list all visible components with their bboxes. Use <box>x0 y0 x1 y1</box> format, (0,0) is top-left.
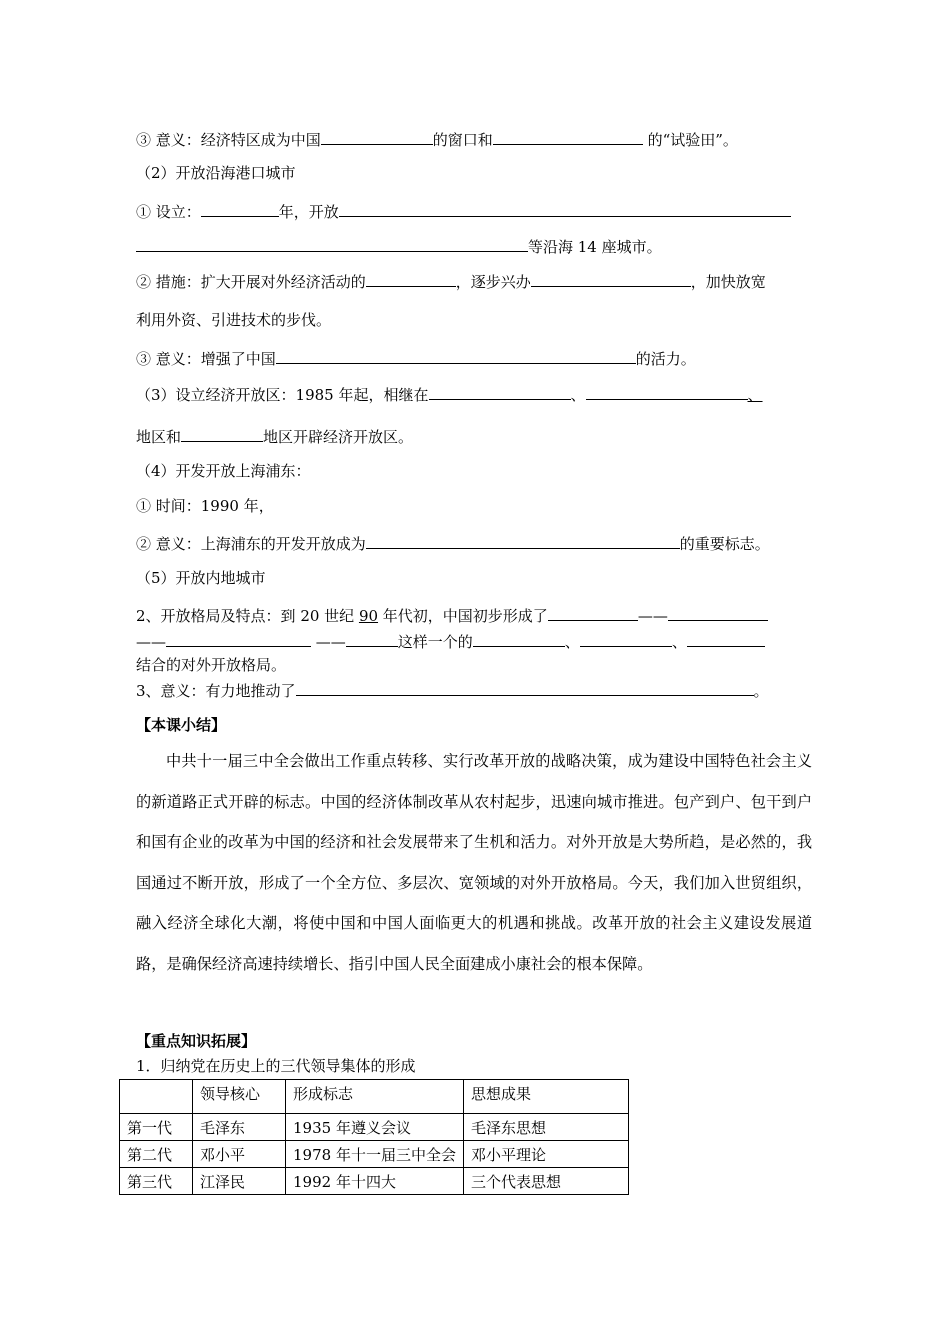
blank-field[interactable] <box>366 533 680 549</box>
table-cell: 第一代 <box>120 1114 193 1141</box>
blank-field[interactable] <box>473 631 565 647</box>
line-pattern-end: 结合的对外开放格局。 <box>136 656 287 674</box>
table-cell: 1992 年十四大 <box>286 1168 464 1195</box>
table-header-cell: 形成标志 <box>286 1080 464 1114</box>
blank-field[interactable] <box>366 271 456 287</box>
table-row <box>120 1168 629 1195</box>
blank-field[interactable] <box>346 631 398 647</box>
blank-field[interactable] <box>136 236 528 252</box>
extension-item: 1．归纳党在历史上的三代领导集体的形成 <box>136 1057 416 1075</box>
blank-field[interactable] <box>493 129 643 145</box>
blank-field[interactable] <box>321 129 433 145</box>
blank-field[interactable] <box>548 605 638 621</box>
extension-title: 【重点知识拓展】 <box>136 1032 257 1050</box>
table-header-row <box>120 1080 629 1114</box>
line-pattern-cont: —— —— 这样一个的 、 、 <box>136 631 765 652</box>
line-significance-ports: ③ 意义：增强了中国 的活力。 <box>136 350 696 368</box>
blank-field[interactable] <box>668 605 768 621</box>
blank-field[interactable] <box>296 680 754 696</box>
table-header-cell: 思想成果 <box>464 1080 629 1114</box>
blank-field[interactable] <box>339 201 791 217</box>
table-header-cell <box>120 1080 193 1114</box>
blank-field[interactable] <box>580 631 672 647</box>
line-open-zones: （3）设立经济开放区：1985 年起，相继在 、 、 <box>136 386 763 404</box>
table-cell: 第三代 <box>120 1168 193 1195</box>
heading-coastal-ports: （2）开放沿海港口城市 <box>136 164 296 182</box>
line-significance-opening: 3、意义：有力地推动了 。 <box>136 682 769 700</box>
leadership-table <box>119 1079 629 1195</box>
table-cell: 1978 年十一届三中全会 <box>286 1141 464 1168</box>
table-header-cell: 领导核心 <box>193 1080 286 1114</box>
table-row <box>120 1141 629 1168</box>
blank-field[interactable] <box>181 426 263 442</box>
blank-field[interactable] <box>429 384 571 400</box>
table-cell: 毛泽东思想 <box>464 1114 629 1141</box>
blank-field[interactable] <box>166 631 311 647</box>
line-pattern: 2、开放格局及特点：到 20 世纪 90 年代初，中国初步形成了 —— <box>136 605 768 626</box>
line-establish-cont: 等沿海 14 座城市。 <box>136 236 662 257</box>
summary-paragraph: 中共十一届三中全会做出工作重点转移、实行改革开放的战略决策，成为建设中国特色社会主义的新道路正式开辟的标志。中国的经济体制改革从农村起步，迅速向城市推进。包产到户、包干到户和国有企业的改革为中国的经济和社会发展带来了生机和活力。对外开放是大势所趋，是必然的，我国通过不断开放，形成了一个全方位、多层次、宽领域的对外开放格局。今天，我们加入世贸组织，融入经济全球化大潮，将使中国和中国人面临更大的机遇和挑战。改革开放的社会主义建设发展道路，是确保经济高速持续增长、指引中国人民全面建成小康社会的根本保障。 <box>136 752 812 973</box>
line-open-zones-cont: 地区和 地区开辟经济开放区。 <box>136 428 414 446</box>
blank-field[interactable] <box>276 348 636 364</box>
table-row <box>120 1114 629 1141</box>
table-cell: 邓小平理论 <box>464 1141 629 1168</box>
blank-field[interactable] <box>687 631 765 647</box>
blank-field[interactable] <box>586 384 748 400</box>
line-pudong-time: ① 时间：1990 年， <box>136 497 274 515</box>
line-establish: ① 设立： 年，开放 <box>136 201 791 222</box>
heading-pudong: （4）开发开放上海浦东： <box>136 462 311 480</box>
summary-title: 【本课小结】 <box>136 716 227 734</box>
line-significance-sez: ③ 意义：经济特区成为中国 的窗口和 的“试验田”。 <box>136 131 738 149</box>
line-pudong-significance: ② 意义：上海浦东的开发开放成为 的重要标志。 <box>136 535 770 553</box>
table-cell: 三个代表思想 <box>464 1168 629 1195</box>
blank-field[interactable] <box>201 201 279 217</box>
line-measures-cont: 利用外资、引进技术的步伐。 <box>136 311 332 329</box>
table-cell: 邓小平 <box>193 1141 286 1168</box>
table-cell: 第二代 <box>120 1141 193 1168</box>
blank-field[interactable] <box>531 271 691 287</box>
heading-inland-cities: （5）开放内地城市 <box>136 569 266 587</box>
table-cell: 毛泽东 <box>193 1114 286 1141</box>
table-cell: 江泽民 <box>193 1168 286 1195</box>
table-cell: 1935 年遵义会议 <box>286 1114 464 1141</box>
line-measures: ② 措施：扩大开展对外经济活动的 ，逐步兴办 ，加快放宽 <box>136 273 766 291</box>
